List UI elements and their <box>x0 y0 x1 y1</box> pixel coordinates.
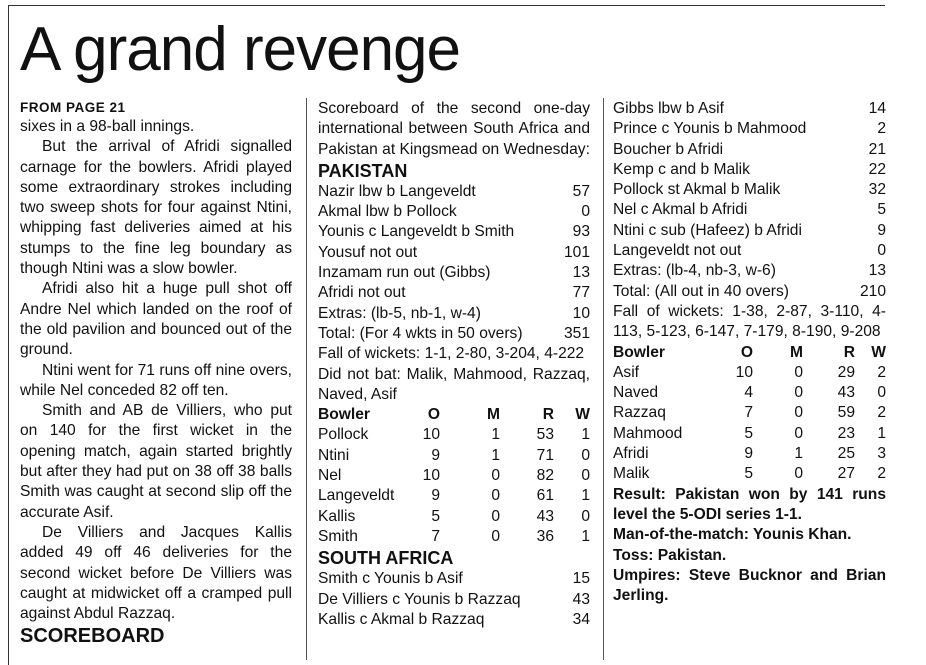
batting-row <box>318 590 590 610</box>
runs: 25 <box>837 445 855 463</box>
runs: 13 <box>572 264 590 282</box>
south-africa-batting-continued <box>613 99 886 302</box>
article-paragraph: Smith and AB de Villiers, who put on 140 for the first wicket in the opening match, again started brightly but after they had put on 38 off 38 balls Smith was caught at second slip off the accurate Asif. <box>20 402 292 521</box>
bowling-table-pakistan <box>613 343 886 485</box>
batsman: Ntini c sub (Hafeez) b Afridi <box>613 221 802 239</box>
scoreboard-column-1 <box>318 99 590 630</box>
scoreboard-column-2 <box>613 99 886 606</box>
article-paragraph: sixes in a 98-ball innings. <box>20 118 195 135</box>
runs: 43 <box>572 590 590 608</box>
scoreboard-subhead: SCOREBOARD <box>20 625 165 648</box>
batting-row <box>318 263 590 283</box>
runs: 210 <box>859 282 886 300</box>
bowler: Pollock <box>318 426 369 444</box>
runs: 32 <box>868 181 886 199</box>
article-paragraph: But the arrival of Afridi signalled carnage for the bowlers. Afridi played some extraordinary strokes including two sweep shots for four against Ntini, whipping fast deliveries aimed at his stumps to the fine leg boundary as though Ntini was a slow bowler. <box>20 138 292 278</box>
total-row <box>613 282 886 302</box>
bowling-row <box>318 466 590 486</box>
bowling-row <box>613 403 886 423</box>
wickets: 2 <box>877 363 886 381</box>
runs: 27 <box>837 465 855 483</box>
runs: 9 <box>877 221 886 239</box>
bowling-header <box>318 405 590 425</box>
headline: A grand revenge <box>20 15 461 84</box>
bowler: Malik <box>613 465 650 483</box>
match-result: Result: Pakistan won by 141 runs level the 5-ODI series 1-1. <box>613 485 886 523</box>
bowler: Razzaq <box>613 404 666 422</box>
maidens: 0 <box>491 507 500 525</box>
batting-row <box>318 243 590 263</box>
bowling-row <box>613 464 886 484</box>
bowling-row <box>318 527 590 547</box>
wickets: 3 <box>877 445 886 463</box>
toss: Toss: Pakistan. <box>613 546 727 564</box>
batting-row <box>318 182 590 202</box>
maidens: 1 <box>491 426 500 444</box>
bowling-table-south-africa <box>318 405 590 547</box>
runs: 0 <box>581 203 590 221</box>
maidens: 0 <box>794 363 803 381</box>
overs: 4 <box>744 384 753 402</box>
maidens-header: M <box>487 406 500 424</box>
overs: 5 <box>744 424 753 442</box>
runs: 53 <box>536 426 554 444</box>
runs: 71 <box>536 446 554 464</box>
south-africa-batting <box>318 569 590 630</box>
batting-row <box>318 283 590 303</box>
wickets: 2 <box>877 465 886 483</box>
umpires: Umpires: Steve Bucknor and Brian Jerling. <box>613 566 886 605</box>
runs: 0 <box>877 242 886 260</box>
runs: 61 <box>536 487 554 505</box>
batsman: Yousuf not out <box>318 243 418 261</box>
overs-header: O <box>740 343 753 361</box>
batsman: Kemp c and b Malik <box>613 160 750 178</box>
batsman: Langeveldt not out <box>613 242 742 260</box>
pakistan-batting <box>318 182 590 344</box>
runs: 82 <box>536 467 554 485</box>
batting-row <box>318 202 590 222</box>
bowler-header: Bowler <box>318 406 370 424</box>
bowling-row <box>318 446 590 466</box>
extras-label: Extras: (lb-4, nb-3, w-6) <box>613 262 776 280</box>
wickets: 0 <box>877 384 886 402</box>
runs: 101 <box>563 243 590 261</box>
bowling-row <box>613 424 886 444</box>
runs: 57 <box>572 182 590 200</box>
article-column <box>20 99 292 648</box>
batsman: Prince c Younis b Mahmood <box>613 120 807 138</box>
fall-of-wickets: Fall of wickets: 1-38, 2-87, 3-110, 4-113, 5-123, 6-147, 7-179, 8-190, 9-208 <box>613 302 886 341</box>
extras-label: Extras: (lb-5, nb-1, w-4) <box>318 304 481 322</box>
bowler: Langeveldt <box>318 487 395 505</box>
runs: 14 <box>868 100 886 117</box>
wickets: 0 <box>581 446 590 464</box>
runs: 59 <box>837 404 855 422</box>
batsman: Kallis c Akmal b Razzaq <box>318 610 485 628</box>
wickets-header: W <box>575 406 590 424</box>
man-of-the-match: Man-of-the-match: Younis Khan. <box>613 526 852 544</box>
wickets: 1 <box>877 424 886 442</box>
batting-row <box>613 200 886 220</box>
wickets: 1 <box>581 487 590 505</box>
wickets-header: W <box>871 343 886 361</box>
overs: 10 <box>422 426 440 444</box>
column-divider-2 <box>603 98 604 660</box>
bowling-row <box>318 486 590 506</box>
batsman: Smith c Younis b Asif <box>318 570 463 588</box>
wickets: 1 <box>581 426 590 444</box>
article-paragraph: De Villiers and Jacques Kallis added 49 off 46 deliveries for the second wicket before De Villiers was caught at midwicket off a cramped pull against Abdul Razzaq. <box>20 523 292 623</box>
batsman: De Villiers c Younis b Razzaq <box>318 590 521 608</box>
maidens: 0 <box>491 467 500 485</box>
bowler: Smith <box>318 527 358 545</box>
maidens: 0 <box>794 404 803 422</box>
batting-row <box>613 140 886 160</box>
runs-header: R <box>843 343 855 361</box>
batsman: Afridi not out <box>318 284 406 302</box>
maidens: 0 <box>794 424 803 442</box>
batsman: Younis c Langeveldt b Smith <box>318 223 515 241</box>
runs: 36 <box>536 527 554 545</box>
column-divider-1 <box>306 98 307 660</box>
team-heading-south-africa: SOUTH AFRICA <box>318 548 454 569</box>
batsman: Pollock st Akmal b Malik <box>613 181 781 199</box>
overs: 9 <box>431 487 440 505</box>
runs: 2 <box>877 120 886 138</box>
bowler: Nel <box>318 467 342 485</box>
article-paragraph: Ntini went for 71 runs off nine overs, while Nel conceded 82 off ten. <box>20 361 292 399</box>
total-label: Total: (For 4 wkts in 50 overs) <box>318 324 523 342</box>
runs: 43 <box>536 507 554 525</box>
bowler: Asif <box>613 363 639 381</box>
runs: 15 <box>572 570 590 588</box>
runs: 13 <box>868 262 886 280</box>
wickets: 0 <box>581 507 590 525</box>
batting-row <box>613 241 886 261</box>
bowler-header: Bowler <box>613 343 665 361</box>
runs: 93 <box>572 223 590 241</box>
bowling-header <box>613 343 886 363</box>
runs: 5 <box>877 201 886 219</box>
overs: 10 <box>422 467 440 485</box>
top-rule <box>8 5 885 6</box>
maidens: 0 <box>794 465 803 483</box>
total-label: Total: (All out in 40 overs) <box>613 282 789 300</box>
runs: 29 <box>837 363 855 381</box>
maidens: 0 <box>794 384 803 402</box>
bowling-row <box>318 425 590 445</box>
wickets: 1 <box>581 527 590 545</box>
runs: 23 <box>837 424 855 442</box>
fall-of-wickets: Fall of wickets: 1-1, 2-80, 3-204, 4-222 <box>318 345 585 363</box>
overs-header: O <box>427 406 440 424</box>
bowling-row <box>613 383 886 403</box>
wickets: 2 <box>877 404 886 422</box>
extras-row <box>318 304 590 324</box>
runs: 351 <box>563 324 590 342</box>
runs: 43 <box>837 384 855 402</box>
bowler: Naved <box>613 384 659 402</box>
runs-header: R <box>542 406 554 424</box>
did-not-bat: Did not bat: Malik, Mahmood, Razzaq, Naved, Asif <box>318 365 590 403</box>
runs: 21 <box>868 140 886 158</box>
batsman: Nazir lbw b Langeveldt <box>318 182 476 200</box>
batting-row <box>613 119 886 139</box>
scoreboard-intro: Scoreboard of the second one-day international between South Africa and Pakistan at Kingsmead on Wednesday: <box>318 100 590 158</box>
maidens-header: M <box>790 343 803 361</box>
runs: 22 <box>868 160 886 178</box>
overs: 9 <box>744 445 753 463</box>
kicker: FROM PAGE 21 <box>20 100 126 115</box>
runs: 10 <box>572 304 590 322</box>
batting-row <box>613 221 886 241</box>
maidens: 1 <box>491 446 500 464</box>
bowler: Afridi <box>613 445 649 463</box>
maidens: 0 <box>491 527 500 545</box>
extras-row <box>613 261 886 281</box>
batsman: Inzamam run out (Gibbs) <box>318 264 491 282</box>
overs: 7 <box>431 527 440 545</box>
batting-row <box>318 610 590 630</box>
batsman: Nel c Akmal b Afridi <box>613 201 748 219</box>
bowling-row <box>318 507 590 527</box>
batsman: Boucher b Afridi <box>613 140 724 158</box>
runs: 77 <box>572 284 590 302</box>
bowler: Mahmood <box>613 424 683 442</box>
bowling-row <box>613 444 886 464</box>
maidens: 0 <box>491 487 500 505</box>
batting-row <box>613 99 886 119</box>
batting-row <box>318 222 590 242</box>
bowler: Kallis <box>318 507 356 525</box>
batting-row <box>613 160 886 180</box>
team-heading-pakistan: PAKISTAN <box>318 160 408 181</box>
overs: 5 <box>744 465 753 483</box>
overs: 7 <box>744 404 753 422</box>
bowling-row <box>613 363 886 383</box>
left-rule <box>8 5 9 665</box>
batsman: Akmal lbw b Pollock <box>318 203 457 221</box>
batsman: Gibbs lbw b Asif <box>613 100 724 117</box>
batting-row <box>613 180 886 200</box>
wickets: 0 <box>581 467 590 485</box>
overs: 9 <box>431 446 440 464</box>
overs: 5 <box>431 507 440 525</box>
overs: 10 <box>735 363 753 381</box>
article-paragraph: Afridi also hit a huge pull shot off Andre Nel which landed on the roof of the old pavilion and bounced out of the ground. <box>20 280 292 359</box>
batting-row <box>318 569 590 589</box>
total-row <box>318 324 590 344</box>
runs: 34 <box>572 610 590 628</box>
bowler: Ntini <box>318 446 350 464</box>
maidens: 1 <box>794 445 803 463</box>
